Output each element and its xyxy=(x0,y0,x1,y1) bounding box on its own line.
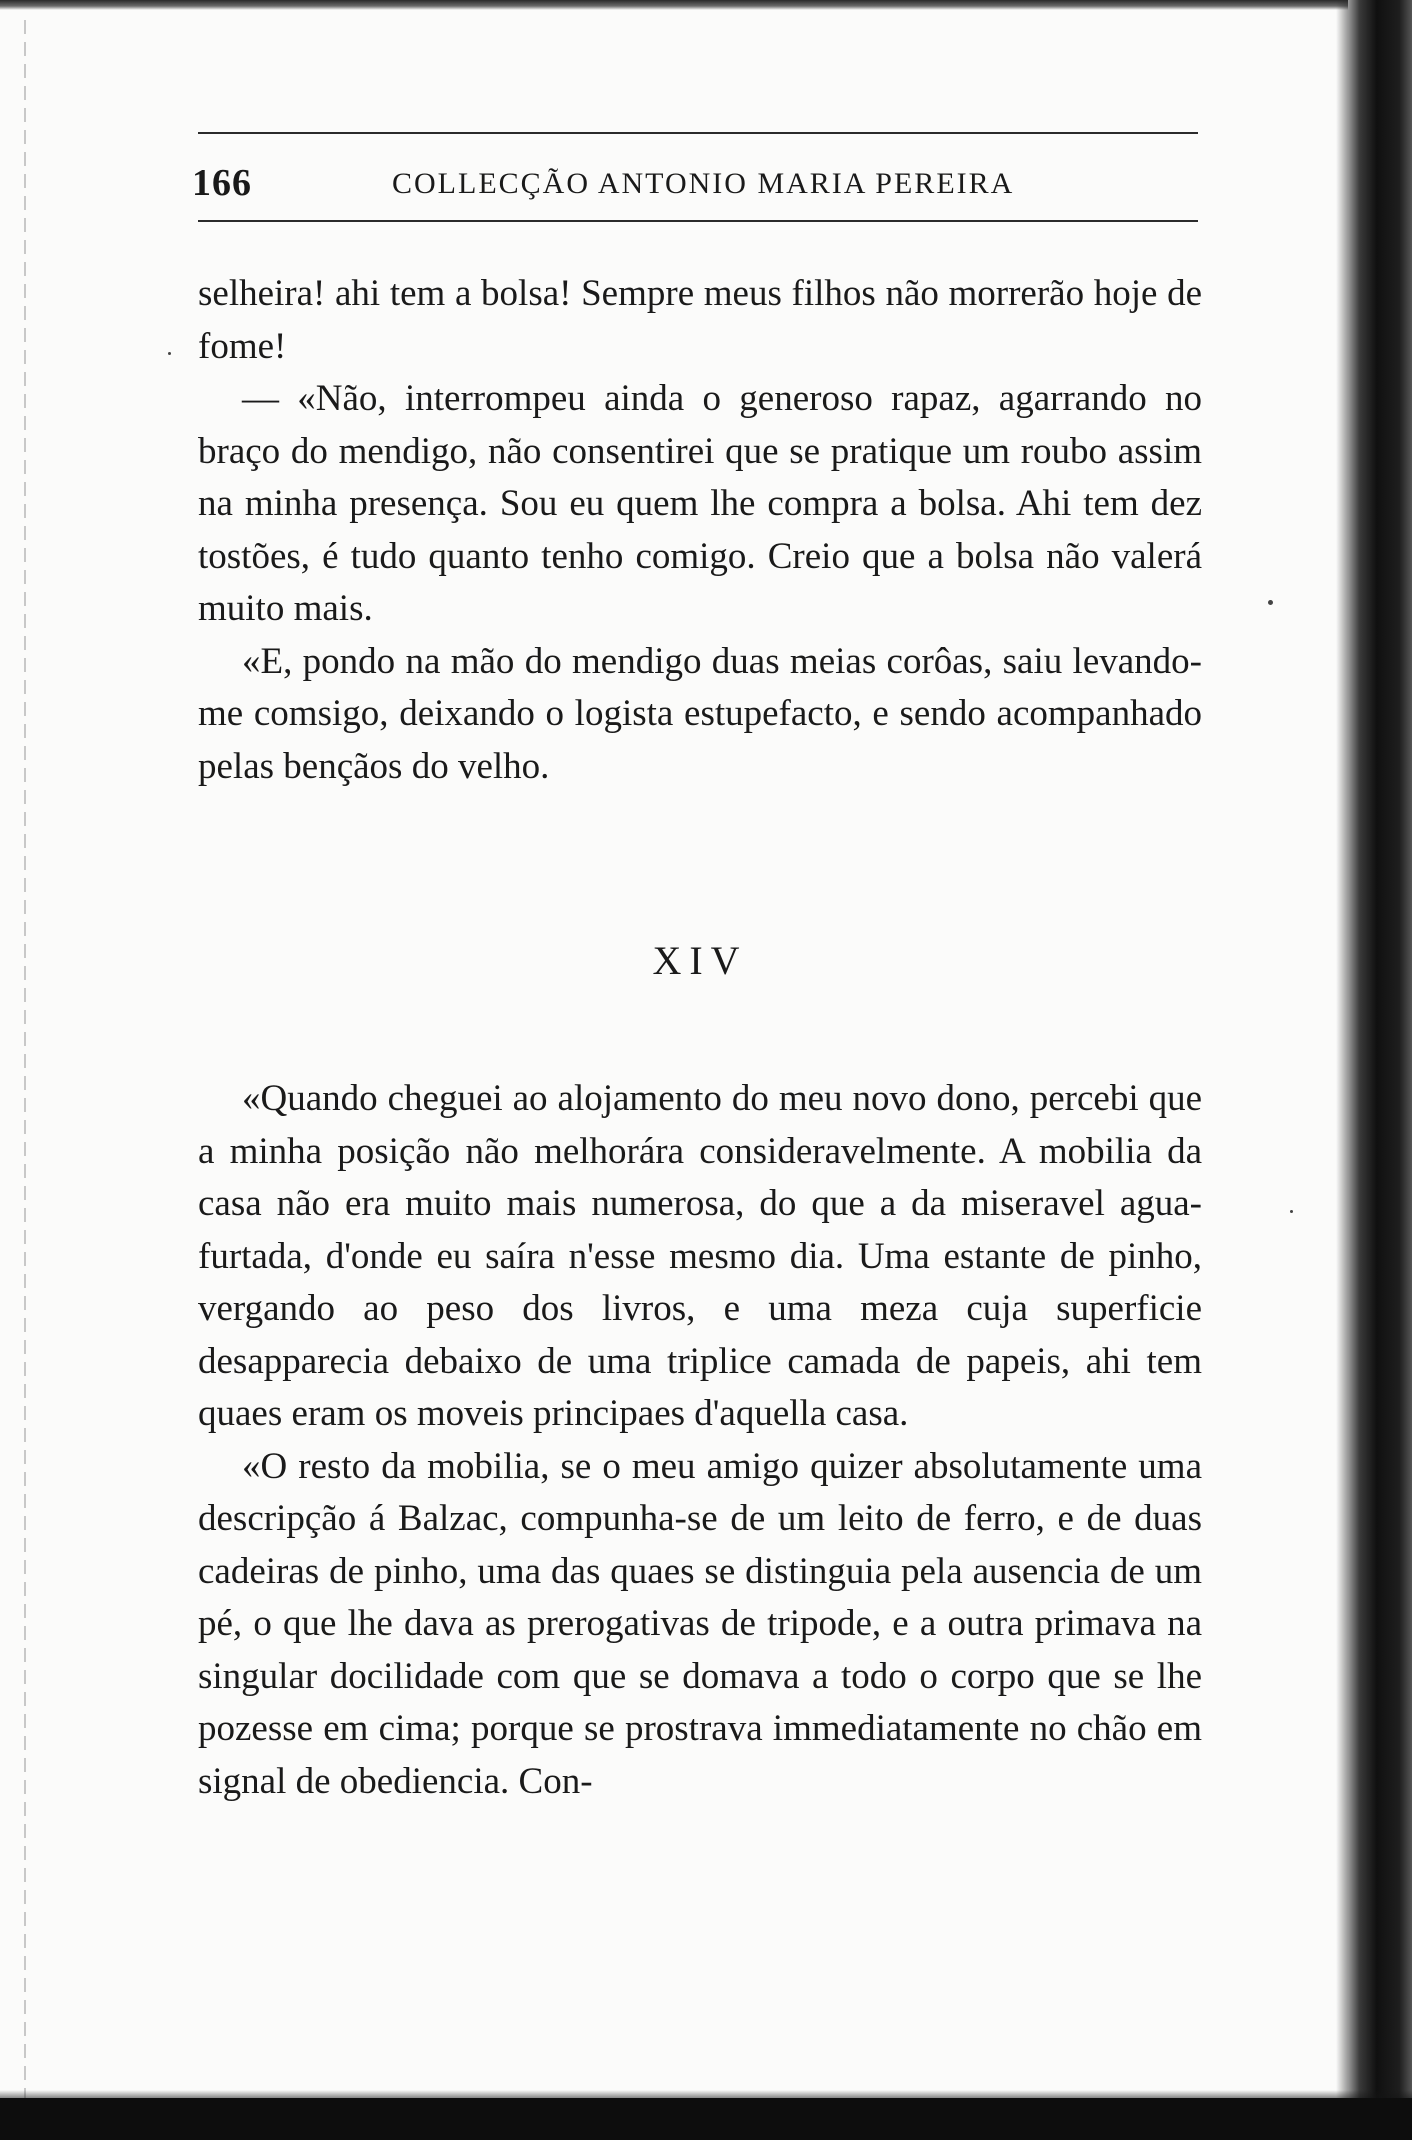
page-header xyxy=(192,160,1202,206)
book-binding-edge xyxy=(1348,0,1412,2140)
scan-left-edge xyxy=(24,20,26,2100)
header-rule-bottom xyxy=(198,220,1198,222)
paragraph: selheira! ahi tem a bolsa! Sempre meus filhos não morrerão hoje de fome! xyxy=(198,273,1202,367)
paragraph: «Quando cheguei ao alojamento do meu novo dono, percebi que a minha posição não melhorára consideravelmente. A mobilia da casa não era muito mais numerosa, do que a da miseravel agua-furtada, d'onde eu saíra n'esse mesmo dia. Uma estante de pinho, vergando ao peso dos livros, e uma meza cuja superficie desapparecia debaixo de uma triplice camada de papeis, ahi tem quaes eram os moveis principaes d'aquella casa. xyxy=(198,1078,1202,1434)
paragraph: «O resto da mobilia, se o meu amigo quizer absolutamente uma descripção á Balzac, compunha-se de um leito de ferro, e de duas cadeiras de pinho, uma das quaes se distinguia pela ausencia de um pé, o que lhe dava as prerogativas de tripode, e a outra primava na singular docilidade com que se domava a todo o corpo que se lhe pozesse em cima; porque se prostrava immediatamente no chão em signal de obediencia. Con- xyxy=(198,1445,1202,1802)
text-block-continuation xyxy=(198,268,1202,793)
scan-top-edge xyxy=(0,0,1360,10)
page-number: 166 xyxy=(192,162,252,204)
paragraph: — «Não, interrompeu ainda o generoso rapaz, agarrando no braço do mendigo, não consentirei que se pratique um roubo assim na minha presença. Sou eu quem lhe compra a bolsa. Ahi tem dez tostões, é tudo quanto tenho comigo. Creio que a bolsa não valerá muito mais. xyxy=(198,378,1202,629)
scan-speck xyxy=(1268,600,1273,605)
running-title: COLLECÇÃO ANTONIO MARIA PEREIRA xyxy=(392,167,1015,200)
chapter-heading: XIV xyxy=(652,938,748,983)
text-block-chapter xyxy=(198,1073,1202,1808)
scan-speck xyxy=(1290,1210,1293,1213)
paragraph: «E, pondo na mão do mendigo duas meias corôas, saiu levando-me comsigo, deixando o logista estupefacto, e sendo acompanhado pelas bençãos do velho. xyxy=(198,640,1202,787)
header-rule-top xyxy=(198,132,1198,134)
scan-speck xyxy=(168,352,171,355)
scan-bottom-band xyxy=(0,2098,1412,2140)
